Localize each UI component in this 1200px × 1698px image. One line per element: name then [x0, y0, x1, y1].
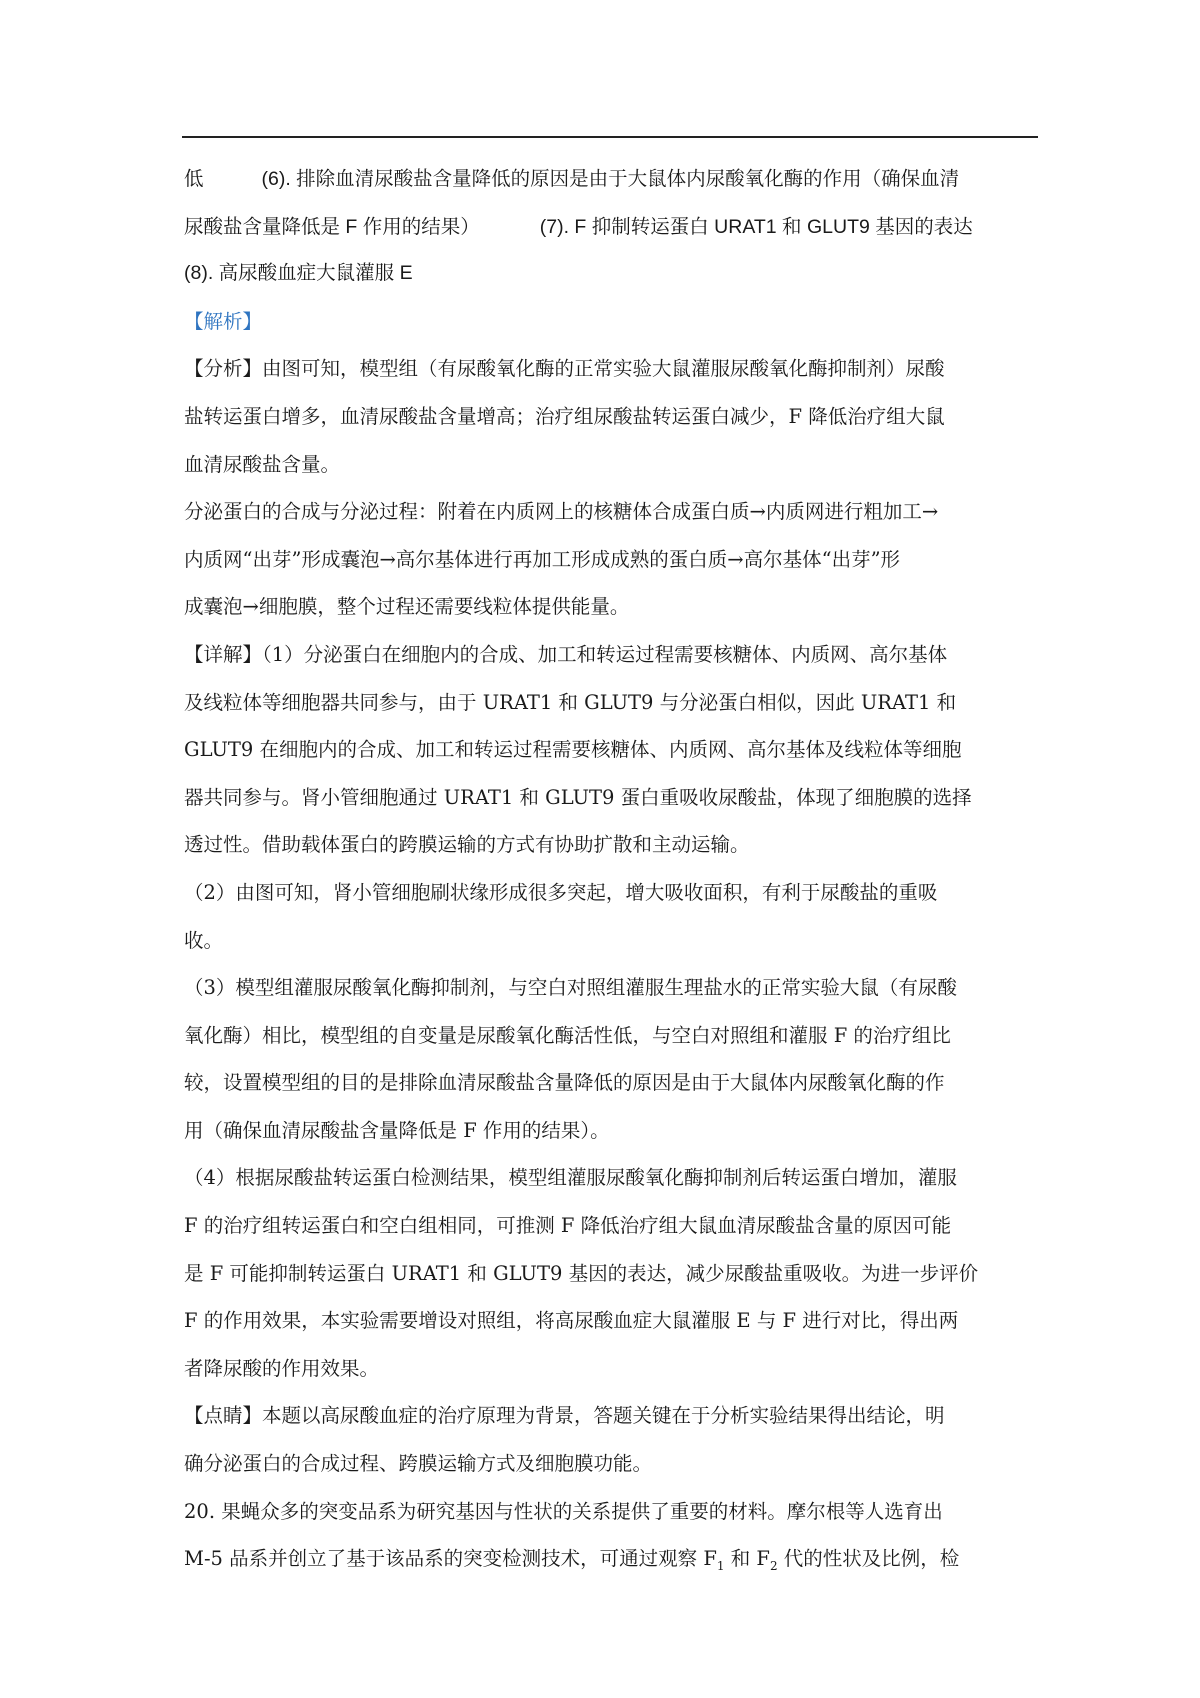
- detail-line: 氧化酶）相比，模型组的自变量是尿酸氧化酶活性低，与空白对照组和灌服 F 的治疗组比: [184, 1023, 951, 1047]
- answer-fragment: 低: [184, 167, 204, 190]
- detail-line: （2）由图可知，肾小管细胞刷状缘形成很多突起，增大吸收面积，有利于尿酸盐的重吸: [184, 880, 938, 904]
- answer-6: (6). 排除血清尿酸盐含量降低的原因是由于大鼠体内尿酸氧化酶的作用（确保血清: [261, 168, 960, 190]
- jiexi-heading: 【解析】: [184, 309, 263, 333]
- dianjing-line: 确分泌蛋白的合成过程、跨膜运输方式及细胞膜功能。: [184, 1452, 653, 1476]
- subscript: 1: [716, 1559, 725, 1574]
- detail-line: 较，设置模型组的目的是排除血清尿酸盐含量降低的原因是由于大鼠体内尿酸氧化酶的作: [184, 1071, 945, 1095]
- detail-line: 透过性。借助载体蛋白的跨膜运输的方式有协助扩散和主动运输。: [184, 833, 750, 857]
- document-page: [184, 155, 1034, 1583]
- answer-6-cont: 尿酸盐含量降低是 F 作用的结果）: [184, 215, 480, 238]
- detail-line: （4）根据尿酸盐转运蛋白检测结果，模型组灌服尿酸氧化酶抑制剂后转运蛋白增加，灌服: [184, 1166, 957, 1190]
- analysis-line: 【分析】由图可知，模型组（有尿酸氧化酶的正常实验大鼠灌服尿酸氧化酶抑制剂）尿酸: [184, 357, 945, 381]
- detail-line: 收。: [184, 928, 224, 952]
- answer-7: (7). F 抑制转运蛋白 URAT1 和 GLUT9 基因的表达: [539, 215, 973, 238]
- q20-text: 代的性状及比例，检: [777, 1547, 960, 1571]
- header-rule: [182, 136, 1038, 138]
- dianjing-line: 【点睛】本题以高尿酸血症的治疗原理为背景，答题关键在于分析实验结果得出结论，明: [184, 1404, 945, 1428]
- subscript: 2: [769, 1559, 778, 1574]
- analysis-line: 分泌蛋白的合成与分泌过程：附着在内质网上的核糖体合成蛋白质→内质网进行粗加工→: [184, 500, 939, 524]
- analysis-line: 成囊泡→细胞膜，整个过程还需要线粒体提供能量。: [184, 595, 630, 619]
- detail-line: 者降尿酸的作用效果。: [184, 1356, 380, 1380]
- analysis-line: 盐转运蛋白增多，血清尿酸盐含量增高；治疗组尿酸盐转运蛋白减少，F 降低治疗组大鼠: [184, 404, 945, 428]
- detail-line: （3）模型组灌服尿酸氧化酶抑制剂，与空白对照组灌服生理盐水的正常实验大鼠（有尿酸: [184, 976, 957, 1000]
- detail-line: 是 F 可能抑制转运蛋白 URAT1 和 GLUT9 基因的表达，减少尿酸盐重吸收。为进一步评价: [184, 1261, 979, 1285]
- detail-line: 用（确保血清尿酸盐含量降低是 F 作用的结果）。: [184, 1118, 610, 1142]
- question-20-line-1: 20. 果蝇众多的突变品系为研究基因与性状的关系提供了重要的材料。摩尔根等人选育出: [184, 1499, 943, 1523]
- detail-line: F 的治疗组转运蛋白和空白组相同，可推测 F 降低治疗组大鼠血清尿酸盐含量的原因可能: [184, 1214, 952, 1238]
- detail-line: 及线粒体等细胞器共同参与，由于 URAT1 和 GLUT9 与分泌蛋白相似，因此 URAT1 和: [184, 690, 957, 714]
- detail-line: F 的作用效果，本实验需要增设对照组，将高尿酸血症大鼠灌服 E 与 F 进行对比，得出两: [184, 1309, 959, 1333]
- detail-line: 器共同参与。肾小管细胞通过 URAT1 和 GLUT9 蛋白重吸收尿酸盐，体现了细胞膜的选择: [184, 785, 972, 809]
- detail-line: 【详解】（1）分泌蛋白在细胞内的合成、加工和转运过程需要核糖体、内质网、高尔基体: [184, 642, 948, 666]
- q20-text: 和 F: [724, 1547, 770, 1571]
- answer-8: (8). 高尿酸血症大鼠灌服 E: [184, 262, 413, 285]
- answer-line-1: [184, 155, 1034, 203]
- answer-line-2: [184, 203, 1034, 251]
- analysis-line: 内质网“出芽”形成囊泡→高尔基体进行再加工形成成熟的蛋白质→高尔基体“出芽”形: [184, 547, 901, 571]
- q20-text: M-5 品系并创立了基于该品系的突变检测技术，可通过观察 F: [184, 1547, 717, 1571]
- analysis-line: 血清尿酸盐含量。: [184, 452, 341, 476]
- question-20-line-2: [184, 1535, 1034, 1583]
- detail-line: GLUT9 在细胞内的合成、加工和转运过程需要核糖体、内质网、高尔基体及线粒体等细胞: [184, 738, 962, 762]
